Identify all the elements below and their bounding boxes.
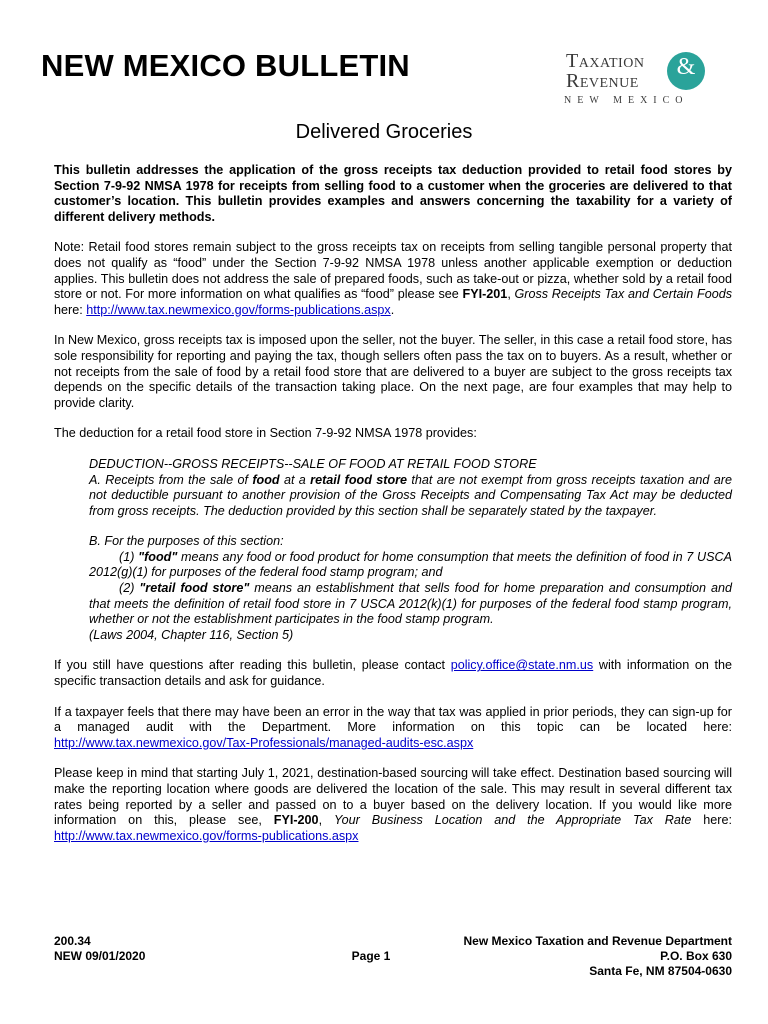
taxation-revenue-logo	[560, 50, 720, 110]
audit-text: If a taxpayer feels that there may have been an error in the way that tax was applied in prior periods, they can sign-up for a managed audit with the Department. More information on this topic can be located here:	[54, 704, 732, 735]
document-title: Delivered Groceries	[295, 121, 473, 143]
contact-post: with information on the specific transaction details and ask for guidance.	[54, 658, 732, 689]
contact-pre: If you still have questions after reading this bulletin, please contact	[54, 658, 451, 673]
statute-b1-term: "food"	[138, 549, 178, 564]
footer-page-number: Page 1	[351, 949, 391, 963]
bulletin-body	[54, 163, 732, 859]
sourcing-text: Please keep in mind that starting July 1, 2021, destination-based sourcing will take effect. Destination based sourcing will make the reporting location where goods are delivered the location of the sale. This may result in several different tax rates being reported by a seller and passed on to a buyer based on the delivery location. If you would like more information on this, please see,	[54, 766, 732, 828]
policy-office-email-link[interactable]: policy.office@state.nm.us	[450, 658, 594, 673]
statute-heading: DEDUCTION--GROSS RECEIPTS--SALE OF FOOD AT RETAIL FOOD STORE	[89, 456, 537, 471]
statute-section-a	[89, 457, 732, 519]
contact-paragraph	[54, 658, 732, 689]
note-end: .	[390, 302, 395, 317]
audit-paragraph	[54, 705, 732, 752]
intro-paragraph: This bulletin addresses the application of the gross receipts tax deduction provided to retail food stores by Section 7-9-92 NMSA 1978 for receipts from selling food to a customer when the groceries are delivered to that customer’s location. This bulletin provides examples and answers concerning the taxability for a variety of different delivery methods.	[54, 163, 732, 224]
note-paragraph: Note: Retail food stores remain subject to the gross receipts tax on receipts from selling tangible personal property that does not qualify as “food” under the Section 7-9-92 NMSA 1978 unless another applicable exemption or deduction applies. This bulletin does not address the sale of prepared foods, such as take-out or pizza, whether sold by a retail food store or not. For more information on what qualifies as “food” please see FYI-201, Gross Receipts Tax and Certain Foods here: http://www.tax.newmexico.gov/forms-publications.aspx.	[54, 240, 733, 317]
bulletin-header-title: NEW MEXICO BULLETIN	[41, 48, 410, 83]
statute-section-b	[89, 534, 732, 643]
fyi-200-code: FYI-200	[273, 813, 319, 828]
statute-b1-post: means any food or food product for home consumption that meets the definition of food in 7 USCA 2012(g)(1) for purposes of the federal food stamp program; and	[89, 549, 733, 580]
statute-b1	[89, 550, 732, 581]
footer-right	[463, 934, 732, 979]
fyi-200-title: Your Business Location and the Appropriate Tax Rate	[333, 813, 692, 828]
footer-department: New Mexico Taxation and Revenue Department	[463, 934, 732, 948]
statute-b1-pre: (1)	[119, 549, 139, 564]
footer-code: 200.34	[54, 934, 91, 948]
sourcing-sep: ,	[318, 813, 334, 828]
statute-a-mid: at a	[279, 472, 311, 487]
note-here: here:	[54, 302, 87, 317]
note-text: Note: Retail food stores remain subject to the gross receipts tax on receipts from selling tangible personal property that does not qualify as “food” under the Section 7-9-92 NMSA 1978 unless another applicable exemption or deduction applies. This bulletin does not address the sale of prepared foods, such as take-out or pizza, whether sold by a retail food store or not. For more information on what qualifies as “food” please see	[54, 240, 732, 302]
statute-a-food: food	[252, 472, 280, 487]
footer-date: NEW 09/01/2020	[54, 949, 146, 963]
statute-b-heading: B. For the purposes of this section:	[89, 534, 284, 549]
statute-laws-citation: (Laws 2004, Chapter 116, Section 5)	[89, 627, 294, 642]
logo-word-taxation: Taxation	[566, 50, 645, 72]
statute-b2	[89, 581, 732, 628]
logo-ampersand: &	[676, 54, 696, 80]
statute-b2-post: means an establishment that sells food for home preparation and consumption and that meets the definition of retail food store in 7 USCA 2012(k)(1) for purposes of the federal food stamp program, whether or not the establishment participates in the food stamp program.	[89, 581, 732, 627]
logo-word-revenue: Revenue	[566, 70, 639, 92]
statute-a-store: retail food store	[310, 472, 408, 487]
sourcing-paragraph	[54, 766, 732, 844]
logo-subtitle: NEW MEXICO	[564, 95, 689, 106]
statute-a-pre: A. Receipts from the sale of	[89, 472, 253, 487]
statute-a-text	[89, 473, 732, 520]
forms-publications-link[interactable]: http://www.tax.newmexico.gov/forms-publications.aspx	[86, 302, 391, 317]
footer-city: Santa Fe, NM 87504-0630	[589, 964, 732, 978]
deduction-intro-paragraph: The deduction for a retail food store in Section 7-9-92 NMSA 1978 provides:	[54, 426, 477, 441]
managed-audits-link[interactable]: http://www.tax.newmexico.gov/Tax-Professionals/managed-audits-esc.aspx	[54, 735, 474, 750]
statute-quote	[54, 457, 732, 644]
fyi-201-title: Gross Receipts Tax and Certain Foods	[514, 287, 733, 302]
seller-paragraph: In New Mexico, gross receipts tax is imposed upon the seller, not the buyer. The seller, in this case a retail food store, has sole responsibility for reporting and paying the tax, though sellers often pass the tax on to buyers. As a result, whether or not receipts from the sale of food by a retail food store that are delivered to a buyer are subject to the gross receipts tax depends on the specific details of the transaction taking place. On the next page, are four examples that may help to provide clarity.	[54, 333, 732, 410]
statute-b2-term: "retail food store"	[139, 581, 250, 596]
statute-a-post: that are not exempt from gross receipts taxation and are not deductible pursuant to another provision of the Gross Receipts and Compensating Tax Act may be deducted from gross receipts. The deduction provided by this section shall be separately stated by the taxpayer.	[89, 472, 732, 518]
sourcing-here: here:	[691, 813, 732, 828]
fyi-201-code: FYI-201	[462, 287, 508, 302]
statute-b2-pre: (2)	[119, 581, 140, 596]
footer-po-box: P.O. Box 630	[660, 949, 732, 963]
forms-publications-link-2[interactable]: http://www.tax.newmexico.gov/forms-publications.aspx	[54, 828, 359, 843]
